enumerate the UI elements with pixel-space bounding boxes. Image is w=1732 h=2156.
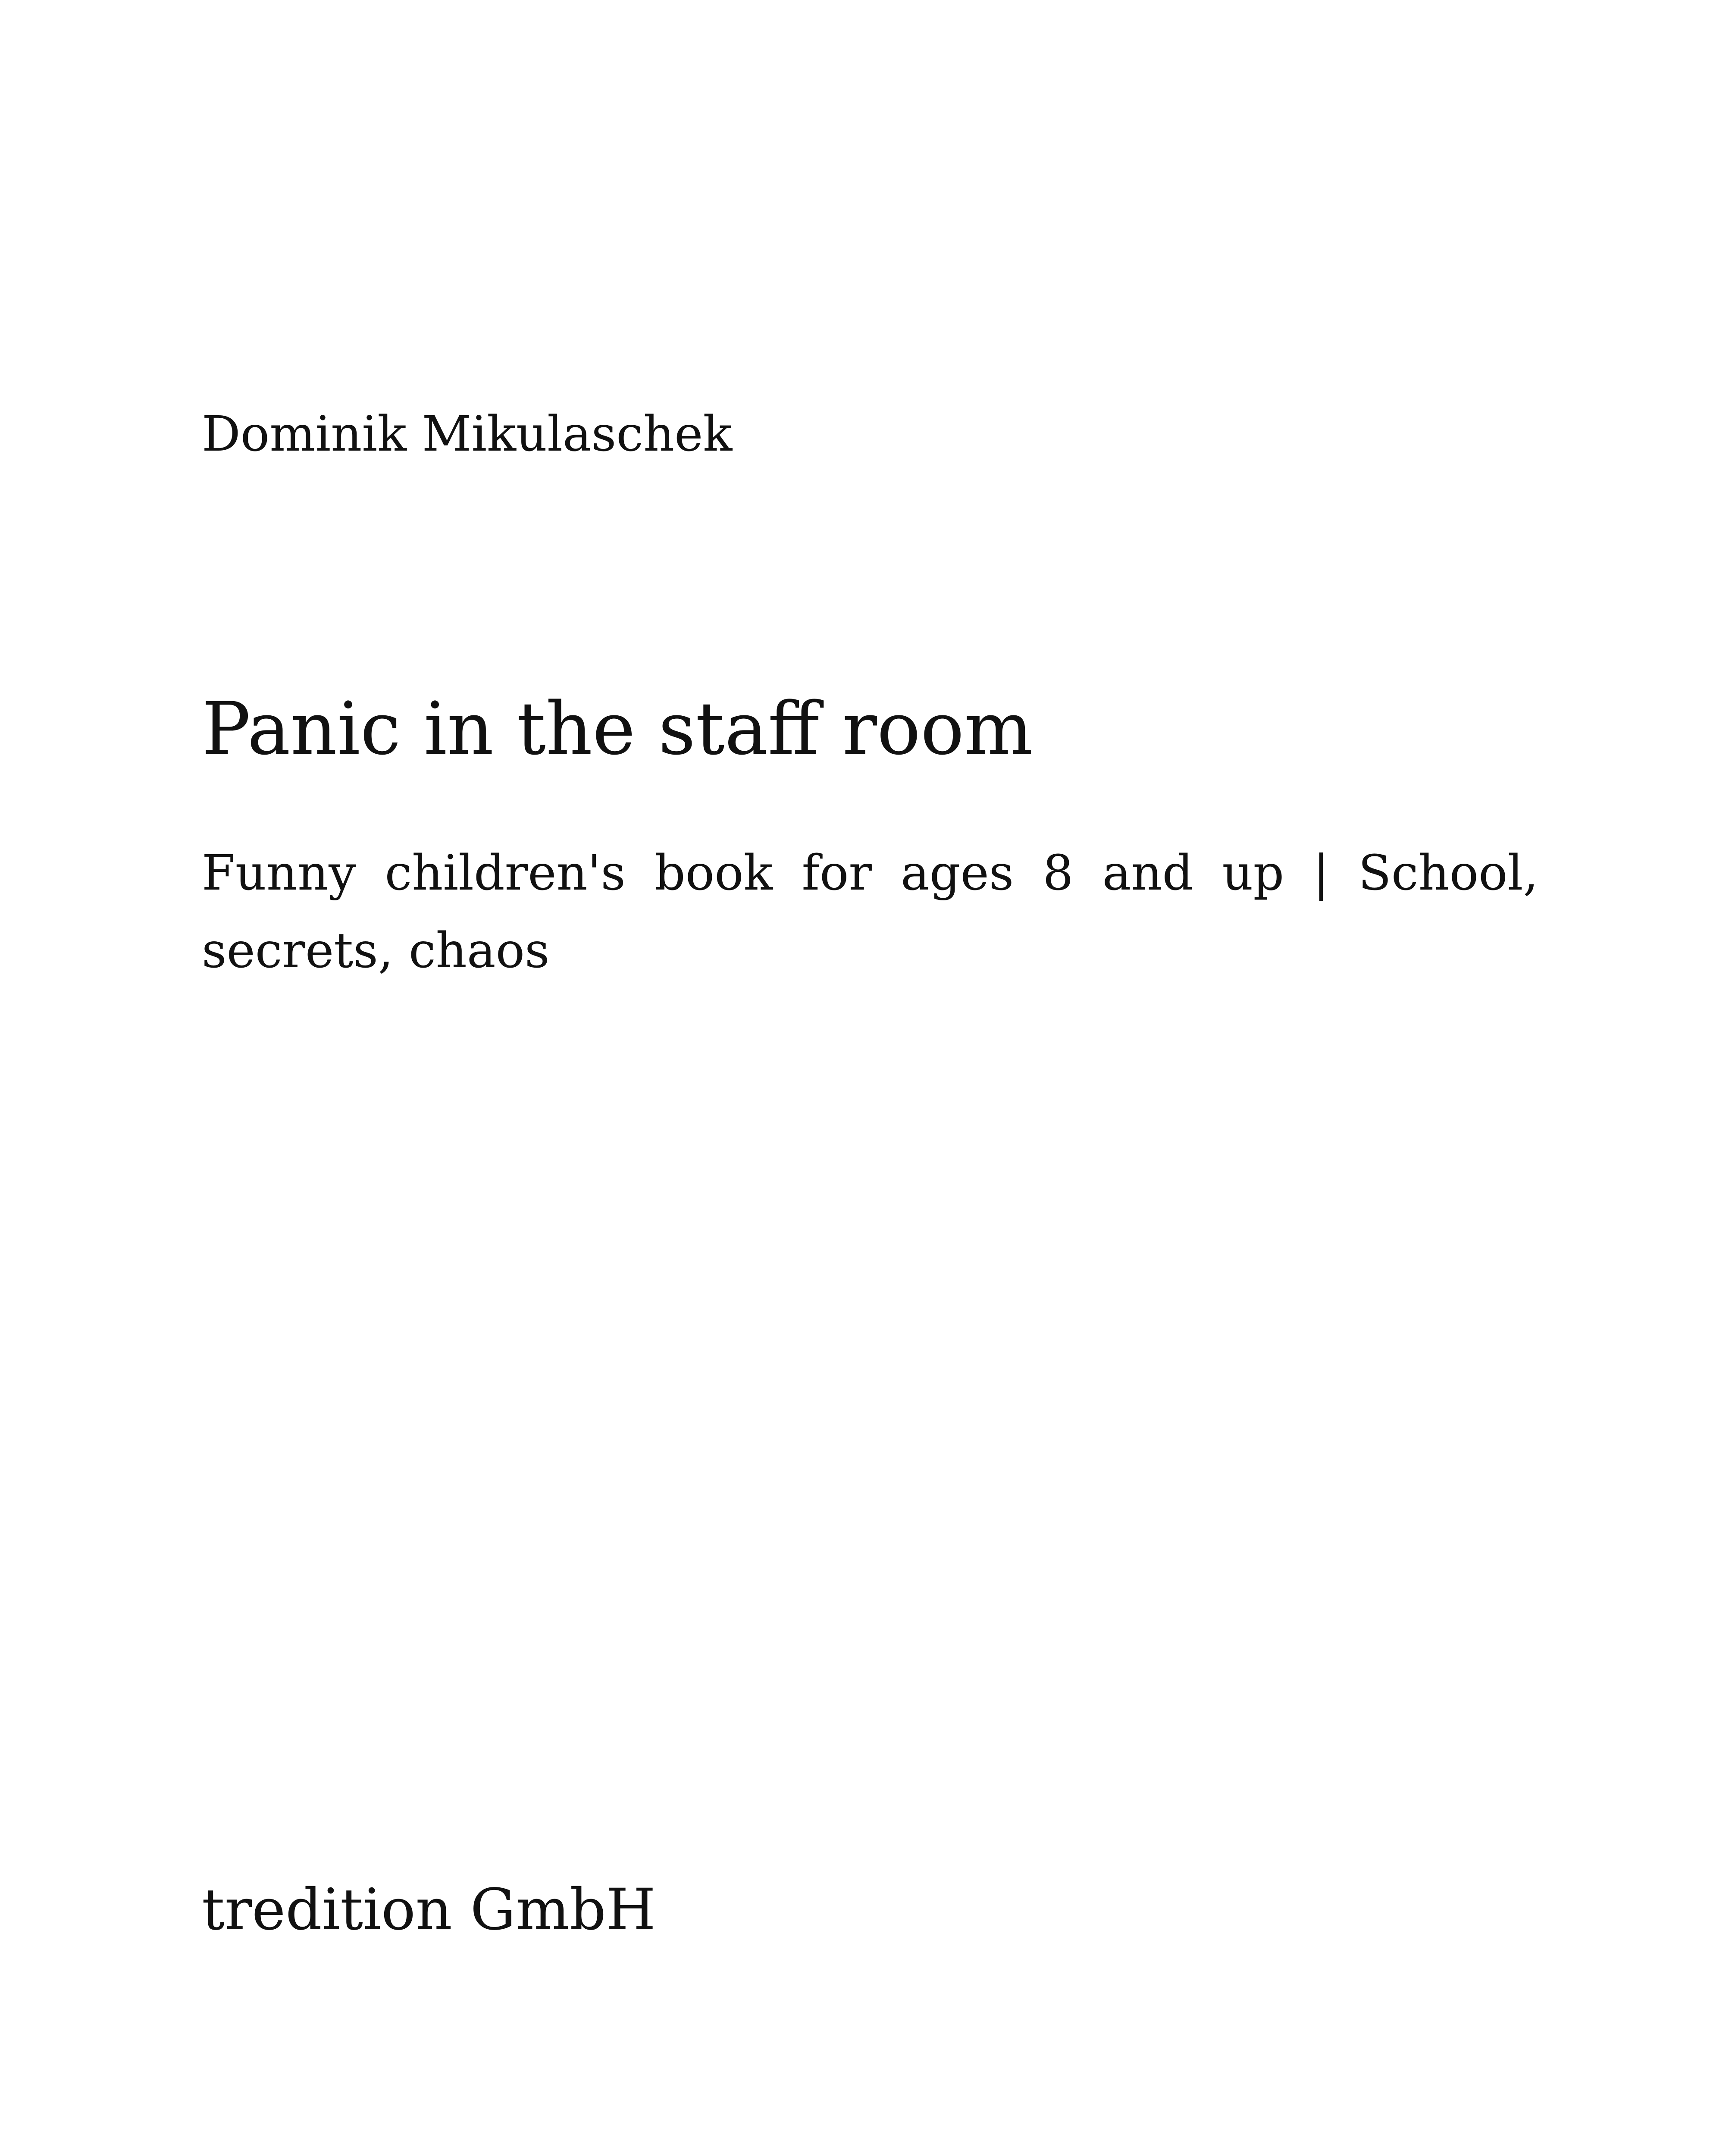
publisher-name: tredition GmbH [202, 1877, 656, 1943]
author-name: Dominik Mikulaschek [202, 406, 733, 462]
book-subtitle: Funny children's book for ages 8 and up | School, secrets, chaos [202, 845, 1538, 979]
book-title: Panic in the staff room [202, 686, 1033, 771]
